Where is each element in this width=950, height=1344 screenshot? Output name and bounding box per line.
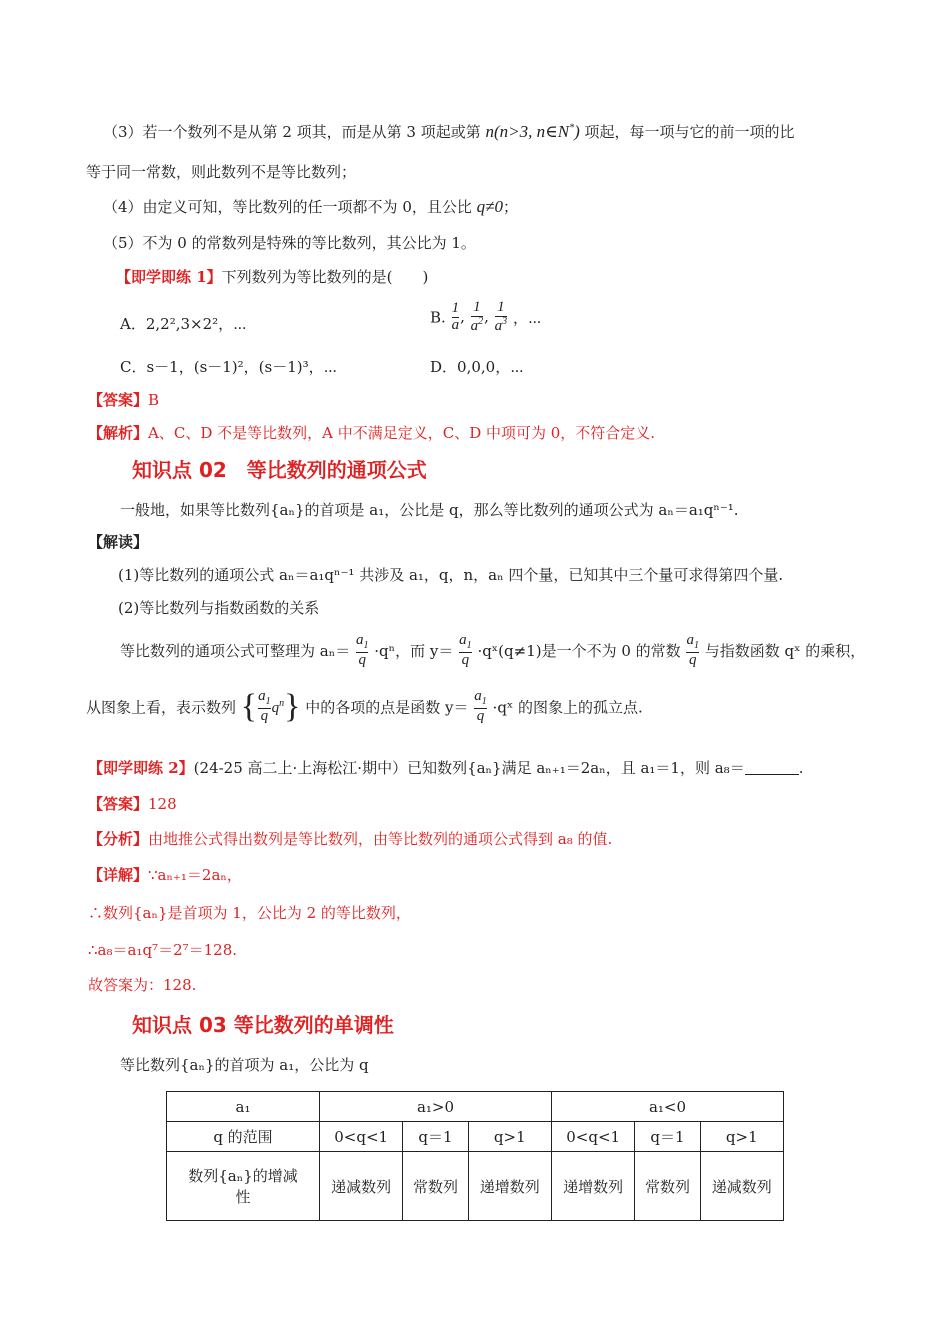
practice1-analysis: [88, 422, 655, 443]
kp2-point-1: (1)等比数列的通项公式 aₙ＝a₁qⁿ⁻¹ 共涉及 a₁，q，n，aₙ 四个量，已知其中三个量可求得第四个量.: [118, 566, 784, 584]
mono-cell: 递减数列: [320, 1152, 403, 1221]
frac-a1-over-q-3: $\frac{a_1}{q}$: [686, 632, 699, 668]
option-b-frac-1: $\frac{1}{a}$: [451, 300, 460, 333]
option-b-frac-2: $\frac{1}{a^2}$: [470, 299, 484, 334]
answer-label: 【答案】: [88, 391, 149, 409]
detail-line-2: ∴数列{aₙ}是首项为 1，公比为 2 的等比数列，: [88, 904, 411, 922]
row-label-q: q 的范围: [167, 1122, 320, 1152]
kp2-title: 知识点 02 等比数列的通项公式: [132, 458, 427, 482]
set-brace: {: [240, 688, 258, 725]
practice2-detail: [88, 864, 242, 885]
practice2-answer: [88, 793, 177, 814]
answer-value: B: [148, 391, 160, 409]
table-row: [167, 1152, 784, 1221]
q-range-cell: q>1: [468, 1122, 551, 1152]
q-range-cell: q＝1: [635, 1122, 700, 1152]
p3-text-c: ·qˣ(q≠1)是一个不为 0 的常数: [477, 642, 681, 661]
kp3-title: 知识点 03 等比数列的单调性: [132, 1013, 394, 1037]
analysis-label: 【解析】: [88, 424, 149, 442]
practice2-question: 【即学即练 2】(24-25 高二上·上海松江·期中）已知数列{aₙ}满足 aₙ₊₁＝2aₙ，且 a₁＝1，则 a₈＝ .: [88, 759, 804, 777]
p3-text-a: 等比数列的通项公式可整理为 aₙ＝: [120, 642, 351, 661]
practice1-option-d: D．0,0,0，⋯: [430, 358, 524, 376]
mono-cell: 常数列: [403, 1152, 468, 1221]
mono-cell: 递减数列: [700, 1152, 783, 1221]
header-a1: a₁: [167, 1092, 320, 1122]
q-range-cell: 0<q<1: [551, 1122, 634, 1152]
analysis-text: 由地推公式得出数列是等比数列，由等比数列的通项公式得到 a₈ 的值.: [148, 830, 613, 848]
q-range-cell: 0<q<1: [320, 1122, 403, 1152]
practice1-answer: [88, 389, 159, 410]
note-3-line2: 等于同一常数，则此数列不是等比数列；: [86, 163, 357, 181]
kp2-intro: 一般地，如果等比数列{aₙ}的首项是 a₁，公比是 q，那么等比数列的通项公式为 aₙ＝a₁qⁿ⁻¹.: [120, 501, 739, 519]
note-5: （5）不为 0 的常数列是特殊的等比数列，其公比为 1。: [103, 234, 476, 252]
note-4-text: （4）由定义可知，等比数列的任一项都不为 0，且公比: [103, 198, 472, 216]
practice2-analysis: [88, 828, 612, 849]
detail-line-3: ∴a₈＝a₁q⁷＝2⁷＝128.: [88, 941, 238, 959]
mono-cell: 常数列: [635, 1152, 700, 1221]
p4-text-b: 中的各项的点是函数 y＝: [305, 698, 469, 717]
answer-blank: [745, 760, 799, 775]
detail-label: 【详解】: [88, 866, 149, 884]
kp2-paragraph-3: [120, 633, 865, 668]
note-4-math: q≠0: [476, 197, 503, 216]
header-a1-negative: a₁<0: [551, 1092, 783, 1122]
p3-text-d: 与指数函数 qˣ 的乘积，: [704, 642, 866, 661]
kp2-paragraph-4: 从图象上看，表示数列 { $\frac{a_1}{q}$ $q^n$} 中的各项的点是函数 y＝ $\frac{a_1}{q}$ ·qˣ 的图象上的孤立点.: [86, 688, 643, 725]
p4-text-c: ·qˣ 的图象上的孤立点.: [492, 698, 643, 717]
frac-set: $\frac{a_1}{q}$: [258, 688, 271, 724]
kp2-point-2: (2)等比数列与指数函数的关系: [118, 599, 320, 617]
practice1-option-c: C．s－1，(s－1)²，(s－1)³，⋯: [120, 358, 338, 376]
note-3-text-a: （3）若一个数列不是从第 2 项其，而是从第 3 项起或第: [103, 123, 481, 141]
practice1-question: [116, 266, 428, 287]
frac-a1-over-q-2: $\frac{a_1}{q}$: [459, 632, 472, 668]
option-b-suffix: ，⋯: [512, 308, 542, 327]
kp3-intro: 等比数列{aₙ}的首项为 a₁，公比为 q: [120, 1056, 369, 1074]
final-answer: 故答案为：128.: [88, 976, 197, 994]
q-range-cell: q>1: [700, 1122, 783, 1152]
practice1-option-a: A．2,2²,3×2²，⋯: [120, 315, 247, 333]
table-row: [167, 1092, 784, 1122]
p3-text-b: ·qⁿ，而 y＝: [374, 642, 454, 661]
practice1-label: 【即学即练 1】: [116, 268, 222, 286]
practice1-option-b: B. $\frac{1}{a}$ , $\frac{1}{a^2}$ , $\frac{1}{a^3}$ ，⋯: [430, 299, 542, 334]
note-3-line1: [103, 121, 795, 142]
analysis-text: A、C、D 不是等比数列，A 中不满足定义，C、D 中项可为 0，不符合定义.: [148, 424, 656, 442]
practice1-question-text: 下列数列为等比数列的是( ): [221, 268, 429, 286]
detail-line-1: ∵aₙ₊₁＝2aₙ，: [148, 866, 242, 884]
option-b-frac-3: $\frac{1}{a^3}$: [494, 299, 508, 334]
p4-text-a: 从图象上看，表示数列: [86, 698, 237, 717]
practice2-question-text: (24-25 高二上·上海松江·期中）已知数列{aₙ}满足 aₙ₊₁＝2aₙ，且 a₁＝1，则 a₈＝: [193, 759, 745, 777]
frac-a1-over-q-4: $\frac{a_1}{q}$: [474, 688, 487, 724]
q-range-cell: q＝1: [403, 1122, 468, 1152]
kp2-interp-label: 【解读】: [88, 533, 149, 551]
frac-a1-over-q: $\frac{a_1}{q}$: [355, 632, 369, 668]
monotonicity-table: [166, 1091, 784, 1221]
answer-value: 128: [148, 795, 177, 813]
mono-cell: 递增数列: [551, 1152, 634, 1221]
note-4: （4）由定义可知，等比数列的任一项都不为 0，且公比 q≠0；: [103, 197, 518, 216]
header-a1-positive: a₁>0: [320, 1092, 552, 1122]
option-b-prefix: B.: [430, 308, 446, 327]
note-3-math: n(n>3, n∈N*): [485, 122, 580, 141]
practice2-label: 【即学即练 2】: [88, 759, 194, 777]
note-3-text-b: 项起，每一项与它的前一项的比: [584, 123, 795, 141]
mono-cell: 递增数列: [468, 1152, 551, 1221]
row-label-mono: 数列{aₙ}的增减 性: [167, 1152, 320, 1221]
table-row: [167, 1122, 784, 1152]
analysis-label: 【分析】: [88, 830, 149, 848]
answer-label: 【答案】: [88, 795, 149, 813]
